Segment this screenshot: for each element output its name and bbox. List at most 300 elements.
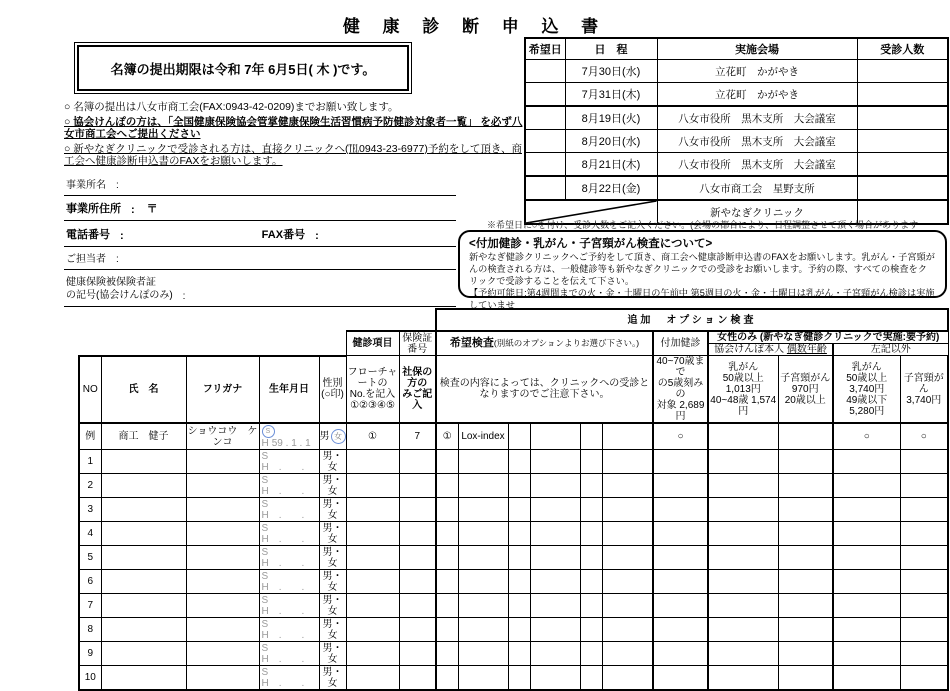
- schedule-header-row: [525, 38, 948, 60]
- name-cell: [101, 642, 186, 666]
- wish-day-cell: [525, 106, 565, 130]
- sex-cell: 男・女: [319, 666, 346, 691]
- field-insurance-code: 健康保険被保険者証 の記号(協会けんぽのみ) :: [64, 270, 456, 307]
- no-cell: 10: [79, 666, 101, 691]
- option-name-cell: [602, 618, 653, 642]
- breast-other-cell: ○: [833, 423, 900, 450]
- checkup-item-cell: [346, 498, 399, 522]
- cervix-other-cell: [900, 474, 948, 498]
- fuka-mark-cell: [653, 594, 708, 618]
- option-no-cell: [508, 642, 530, 666]
- option-no-cell: [508, 498, 530, 522]
- info-box-title: <付加健診・乳がん・子宮頸がん検査について>: [469, 238, 713, 250]
- attendee-count-cell: [857, 106, 948, 130]
- spacer: [79, 309, 346, 356]
- header-other-than-left: 左記以外: [833, 344, 948, 356]
- header-name: 氏 名: [101, 356, 186, 424]
- header-insurance-number: 保険証 番号: [399, 331, 436, 356]
- cervix-kenpo-cell: [778, 546, 833, 570]
- insurance-no-cell: [399, 666, 436, 691]
- checkup-item-cell: ①: [346, 423, 399, 450]
- cervix-kenpo-cell: [778, 522, 833, 546]
- insurance-no-cell: 7: [399, 423, 436, 450]
- date-cell: 8月22日(金): [565, 176, 657, 200]
- entry-row: [79, 666, 948, 691]
- cervix-kenpo-cell: [778, 666, 833, 691]
- birthdate-cell: S H 59 . 1 . 1: [259, 423, 319, 450]
- breast-other-cell: [833, 474, 900, 498]
- sex-cell: 男・女: [319, 594, 346, 618]
- breast-kenpo-cell: [708, 498, 778, 522]
- birthdate-cell: S H . .: [259, 642, 319, 666]
- checkup-item-cell: [346, 522, 399, 546]
- header-shaho-only: 社保の方の みご記入: [399, 356, 436, 424]
- kana-cell: [186, 450, 259, 474]
- option-no-cell: [580, 423, 602, 450]
- schedule-row: [525, 60, 948, 83]
- no-cell: 7: [79, 594, 101, 618]
- kana-cell: [186, 498, 259, 522]
- header-wish-day: 希望日: [525, 38, 565, 60]
- cervix-kenpo-cell: [778, 594, 833, 618]
- option-name-cell: [602, 498, 653, 522]
- entry-row: [79, 474, 948, 498]
- sex-cell: 男・女: [319, 618, 346, 642]
- schedule-note: ※希望日に○を付け、受診人数をご記入ください。(会場の都合により、日程調整させて頂く場合があります: [487, 220, 919, 230]
- breast-kenpo-cell: [708, 570, 778, 594]
- option-no-cell: [580, 450, 602, 474]
- cervix-other-cell: [900, 618, 948, 642]
- kana-cell: [186, 474, 259, 498]
- insurance-no-cell: [399, 498, 436, 522]
- cervix-kenpo-cell: [778, 498, 833, 522]
- insurance-no-cell: [399, 450, 436, 474]
- fuka-mark-cell: [653, 666, 708, 691]
- checkup-item-cell: [346, 570, 399, 594]
- breast-kenpo-cell: [708, 642, 778, 666]
- field-phone-fax: 電話番号 : FAX番号 :: [64, 221, 456, 247]
- clinic-venue-cell: 新やなぎクリニック: [657, 200, 857, 224]
- fuka-mark-cell: [653, 618, 708, 642]
- checkup-item-cell: [346, 666, 399, 691]
- name-cell: [101, 498, 186, 522]
- birthdate-cell: S H . .: [259, 618, 319, 642]
- date-cell: 7月31日(木): [565, 83, 657, 107]
- header-fuka-price: 40~70歳まで の5歳刻みの 対象 2,689円: [653, 356, 708, 424]
- name-cell: 商工 健子: [101, 423, 186, 450]
- option-no-cell: [436, 474, 458, 498]
- entry-row: [79, 642, 948, 666]
- kana-cell: [186, 546, 259, 570]
- header-no: NO: [79, 356, 101, 424]
- note-submission: ○ 名簿の提出は八女市商工会(FAX:0943-42-0209)までお願い致します。: [64, 101, 399, 113]
- insurance-label: 健康保険被保険者証 の記号(協会けんぽのみ): [66, 277, 173, 301]
- option-name-cell: [458, 618, 508, 642]
- main-table-body: [79, 450, 948, 691]
- fax-label: FAX番号: [261, 229, 306, 241]
- insurance-no-cell: [399, 474, 436, 498]
- option-name-cell: [530, 450, 580, 474]
- kana-cell: ショウコウ ケンコ: [186, 423, 259, 450]
- option-name-cell: [530, 546, 580, 570]
- option-name-cell: [602, 423, 653, 450]
- schedule-body: [525, 60, 948, 201]
- header-exam-caution: 検査の内容によっては、クリニックへの受診となりますのでご注意下さい。: [436, 356, 653, 424]
- breast-kenpo-cell: [708, 522, 778, 546]
- office-name-label: 事業所名: [66, 180, 106, 191]
- insurance-no-cell: [399, 570, 436, 594]
- cervix-kenpo-cell: [778, 642, 833, 666]
- wish-day-cell: [525, 130, 565, 153]
- schedule-row: [525, 176, 948, 200]
- no-cell: 2: [79, 474, 101, 498]
- no-cell: 5: [79, 546, 101, 570]
- sex-cell: 男・女: [319, 522, 346, 546]
- header-flowchart-no: フローチャートの No.を記入 ①②③④⑤: [346, 356, 399, 424]
- deadline-notice-box: [77, 45, 409, 91]
- option-no-cell: [580, 522, 602, 546]
- cervix-kenpo-cell: [778, 423, 833, 450]
- option-name-cell: [458, 546, 508, 570]
- header-women-only: 女性のみ (新やなぎ健診クリニックで実施:要予約): [708, 331, 948, 344]
- birthdate-cell: S H . .: [259, 450, 319, 474]
- cervix-kenpo-cell: [778, 570, 833, 594]
- schedule-table: [524, 37, 949, 225]
- option-no-cell: [508, 450, 530, 474]
- header-date: 日 程: [565, 38, 657, 60]
- venue-cell: 立花町 かがやき: [657, 60, 857, 83]
- name-cell: [101, 546, 186, 570]
- no-cell: 4: [79, 522, 101, 546]
- option-no-cell: [508, 522, 530, 546]
- option-name-cell: [530, 498, 580, 522]
- option-name-cell: [530, 666, 580, 691]
- header-birthdate: 生年月日: [259, 356, 319, 424]
- note-kyokai-kenpo: ○ 協会けんぽの方は、「全国健康保険協会管掌健康保険生活習慣病予防健診対象者一覧」 を必ず八女市商工会へご提出ください: [64, 115, 523, 141]
- checkup-item-cell: [346, 546, 399, 570]
- option-no-cell: [436, 594, 458, 618]
- birthdate-cell: S H . .: [259, 498, 319, 522]
- no-cell: 6: [79, 570, 101, 594]
- option-name-cell: [602, 546, 653, 570]
- name-cell: [101, 450, 186, 474]
- option-no-cell: [580, 618, 602, 642]
- option-no-cell: [436, 666, 458, 691]
- name-cell: [101, 666, 186, 691]
- option-name-cell: [458, 666, 508, 691]
- option-name-cell: [458, 570, 508, 594]
- blue-circle-mark: 女: [331, 429, 346, 444]
- entry-row: [79, 546, 948, 570]
- birthdate-cell: S H . .: [259, 666, 319, 691]
- venue-cell: 八女市商工会 星野支所: [657, 176, 857, 200]
- option-no-cell: [580, 498, 602, 522]
- option-name-cell: [530, 474, 580, 498]
- column-header-row: [79, 356, 948, 424]
- option-name-cell: [458, 594, 508, 618]
- entry-row: [79, 570, 948, 594]
- breast-kenpo-cell: [708, 666, 778, 691]
- option-no-cell: [436, 546, 458, 570]
- option-no-cell: [436, 618, 458, 642]
- birthdate-cell: S H . .: [259, 546, 319, 570]
- header-sex: 性別(○印): [319, 356, 346, 424]
- option-name-cell: [530, 522, 580, 546]
- deadline-notice-text: 名簿の提出期限は令和 7年 6月5日( 木 )です。: [110, 61, 376, 77]
- option-name-cell: [458, 498, 508, 522]
- cervix-other-cell: [900, 666, 948, 691]
- header-additional-checkup: 付加健診: [653, 331, 708, 356]
- checkup-item-cell: [346, 450, 399, 474]
- wish-day-cell: [525, 83, 565, 107]
- option-name-cell: [458, 450, 508, 474]
- option-no-cell: [508, 618, 530, 642]
- option-name-cell: [458, 474, 508, 498]
- option-name-cell: [602, 570, 653, 594]
- name-cell: [101, 522, 186, 546]
- option-no-cell: [508, 594, 530, 618]
- option-no-cell: [508, 570, 530, 594]
- phone-label: 電話番号: [66, 229, 110, 241]
- date-cell: 7月30日(水): [565, 60, 657, 83]
- option-no-cell: [436, 570, 458, 594]
- option-no-cell: [436, 450, 458, 474]
- header-venue: 実施会場: [657, 38, 857, 60]
- option-no-cell: [580, 570, 602, 594]
- option-no-cell: [508, 666, 530, 691]
- kana-cell: [186, 522, 259, 546]
- header-breast-other: 乳がん 50歳以上 3,740円 49歳以下 5,280円: [833, 356, 900, 424]
- cervix-other-cell: [900, 594, 948, 618]
- header-kenpo-member: 協会けんぽ本人 偶数年齢: [708, 344, 833, 356]
- postal-mark: 〒: [146, 203, 158, 215]
- breast-kenpo-cell: [708, 594, 778, 618]
- breast-other-cell: [833, 498, 900, 522]
- option-header-row: [79, 309, 948, 331]
- field-office-name: 事業所名 :: [64, 172, 456, 196]
- cervix-kenpo-cell: [778, 618, 833, 642]
- field-office-address: 事業所住所 : 〒: [64, 196, 456, 221]
- note-clinic: ○ 新やなぎクリニックで受診される方は、直接クリニックへ(℡0943-23-6977)予約をして頂き、商工会へ健康診断申込書のFAXをお願いします。: [64, 142, 522, 168]
- option-no-cell: [436, 522, 458, 546]
- option-no-cell: [580, 546, 602, 570]
- option-name-cell: [530, 594, 580, 618]
- office-fields: [64, 172, 456, 307]
- no-cell: 1: [79, 450, 101, 474]
- office-address-label: 事業所住所: [66, 203, 121, 215]
- date-cell: 8月19日(火): [565, 106, 657, 130]
- option-name-cell: [602, 642, 653, 666]
- breast-kenpo-cell: [708, 546, 778, 570]
- example-row: [79, 423, 948, 450]
- option-no-cell: ①: [436, 423, 458, 450]
- option-name-cell: [602, 666, 653, 691]
- schedule-row: [525, 106, 948, 130]
- insurance-no-cell: [399, 594, 436, 618]
- breast-other-cell: [833, 570, 900, 594]
- attendee-count-cell: [857, 176, 948, 200]
- option-name-cell: [602, 474, 653, 498]
- header-attendees: 受診人数: [857, 38, 948, 60]
- schedule-row: [525, 130, 948, 153]
- sex-cell: 男・女: [319, 450, 346, 474]
- cervix-other-cell: [900, 570, 948, 594]
- option-no-cell: [436, 498, 458, 522]
- checkup-item-cell: [346, 474, 399, 498]
- sex-cell: 男・女: [319, 642, 346, 666]
- fuka-mark-cell: ○: [653, 423, 708, 450]
- fuka-mark-cell: [653, 570, 708, 594]
- info-box-reservation-note: 【予約可能日:第4週間までの火・金・土曜日の午前中 第5週目の火・金・土曜日は乳がん・子宮頸がん検診は実施していませ: [469, 287, 935, 310]
- cervix-other-cell: [900, 450, 948, 474]
- option-name-cell: [458, 522, 508, 546]
- breast-kenpo-cell: [708, 450, 778, 474]
- kana-cell: [186, 570, 259, 594]
- header-cervix-other: 子宮頸がん 3,740円: [900, 356, 948, 424]
- insurance-no-cell: [399, 642, 436, 666]
- contact-label: ご担当者: [66, 254, 106, 265]
- breast-kenpo-cell: [708, 474, 778, 498]
- cervix-kenpo-cell: [778, 474, 833, 498]
- breast-other-cell: [833, 546, 900, 570]
- fuka-mark-cell: [653, 642, 708, 666]
- no-cell: 8: [79, 618, 101, 642]
- header-furigana: フリガナ: [186, 356, 259, 424]
- header-checkup-item: 健診項目: [346, 331, 399, 356]
- kana-cell: [186, 618, 259, 642]
- sex-cell: 男・女: [319, 474, 346, 498]
- option-no-cell: [580, 642, 602, 666]
- fuka-mark-cell: [653, 546, 708, 570]
- wish-day-cell: [525, 153, 565, 177]
- page-title: 健 康 診 断 申 込 書: [342, 17, 608, 36]
- option-name-cell: [530, 570, 580, 594]
- breast-other-cell: [833, 522, 900, 546]
- applicant-table: [78, 308, 949, 691]
- sex-cell: 男・女: [319, 546, 346, 570]
- entry-row: [79, 618, 948, 642]
- info-box-body: 新やなぎ健診クリニックへご予約をして頂き、商工会へ健康診断申込書のFAXをお願いします。乳がん・子宮頸がんの検査される方は、一般健診等も新やなぎクリニックでの受診をお願いします。予約の際、すべての検査をクリックで受診することを伝えて下さい。: [469, 252, 935, 286]
- option-name-cell: [530, 618, 580, 642]
- cervix-other-cell: [900, 546, 948, 570]
- option-name-cell: [602, 522, 653, 546]
- option-no-cell: [436, 642, 458, 666]
- option-no-cell: [508, 423, 530, 450]
- breast-other-cell: [833, 618, 900, 642]
- birthdate-cell: S H . .: [259, 474, 319, 498]
- name-cell: [101, 570, 186, 594]
- breast-kenpo-cell: [708, 423, 778, 450]
- option-section-title: 追加 オプション検査: [436, 309, 948, 331]
- option-no-cell: [580, 594, 602, 618]
- insurance-no-cell: [399, 546, 436, 570]
- option-name-cell: [530, 423, 580, 450]
- venue-cell: 八女市役所 黒木支所 大会議室: [657, 106, 857, 130]
- attendee-count-cell: [857, 130, 948, 153]
- fuka-mark-cell: [653, 450, 708, 474]
- venue-cell: 八女市役所 黒木支所 大会議室: [657, 153, 857, 177]
- attendee-count-cell: [857, 153, 948, 177]
- insurance-no-cell: [399, 522, 436, 546]
- name-cell: [101, 618, 186, 642]
- breast-other-cell: [833, 642, 900, 666]
- cervix-other-cell: [900, 498, 948, 522]
- additional-exam-info-box: [458, 230, 947, 310]
- blue-circle-mark: S: [262, 425, 275, 438]
- kana-cell: [186, 642, 259, 666]
- venue-cell: 八女市役所 黒木支所 大会議室: [657, 130, 857, 153]
- option-name-cell: Lox-index: [458, 423, 508, 450]
- schedule-row: [525, 83, 948, 107]
- option-no-cell: [580, 666, 602, 691]
- birthdate-cell: S H . .: [259, 570, 319, 594]
- notes-block: [64, 101, 524, 170]
- option-name-cell: [530, 642, 580, 666]
- attendee-count-cell: [857, 60, 948, 83]
- breast-other-cell: [833, 594, 900, 618]
- fuka-mark-cell: [653, 498, 708, 522]
- venue-cell: 立花町 かがやき: [657, 83, 857, 107]
- breast-other-cell: [833, 666, 900, 691]
- fuka-mark-cell: [653, 474, 708, 498]
- header-breast-kenpo: 乳がん 50歳以上 1,013円 40~48歳 1,574円: [708, 356, 778, 424]
- no-cell: 例: [79, 423, 101, 450]
- fuka-mark-cell: [653, 522, 708, 546]
- cervix-kenpo-cell: [778, 450, 833, 474]
- sex-cell: 男・女: [319, 498, 346, 522]
- no-cell: 3: [79, 498, 101, 522]
- insurance-no-cell: [399, 618, 436, 642]
- kana-cell: [186, 666, 259, 691]
- entry-row: [79, 498, 948, 522]
- no-cell: 9: [79, 642, 101, 666]
- header-desired-exam: 希望検査(別紙のオプションよりお選び下さい。): [436, 331, 653, 356]
- cervix-other-cell: [900, 642, 948, 666]
- field-contact-person: ご担当者 :: [64, 247, 456, 270]
- wish-day-cell: [525, 176, 565, 200]
- sex-cell: 男・女: [319, 570, 346, 594]
- option-name-cell: [602, 450, 653, 474]
- entry-row: [79, 450, 948, 474]
- kana-cell: [186, 594, 259, 618]
- birthdate-cell: S H . .: [259, 522, 319, 546]
- checkup-item-cell: [346, 618, 399, 642]
- cervix-other-cell: ○: [900, 423, 948, 450]
- header-cervix-kenpo: 子宮頸がん 970円 20歳以上: [778, 356, 833, 424]
- schedule-row: [525, 153, 948, 177]
- option-name-cell: [602, 594, 653, 618]
- option-no-cell: [580, 474, 602, 498]
- date-cell: 8月21日(木): [565, 153, 657, 177]
- option-no-cell: [508, 474, 530, 498]
- option-name-cell: [458, 642, 508, 666]
- breast-kenpo-cell: [708, 618, 778, 642]
- birthdate-cell: S H . .: [259, 594, 319, 618]
- name-cell: [101, 594, 186, 618]
- checkup-item-cell: [346, 642, 399, 666]
- name-cell: [101, 474, 186, 498]
- option-no-cell: [508, 546, 530, 570]
- checkup-item-cell: [346, 594, 399, 618]
- entry-row: [79, 522, 948, 546]
- sex-cell: 男 女: [319, 423, 346, 450]
- spacer: [346, 309, 436, 331]
- wish-day-cell: [525, 60, 565, 83]
- cervix-other-cell: [900, 522, 948, 546]
- entry-row: [79, 594, 948, 618]
- breast-other-cell: [833, 450, 900, 474]
- attendee-count-cell: [857, 83, 948, 107]
